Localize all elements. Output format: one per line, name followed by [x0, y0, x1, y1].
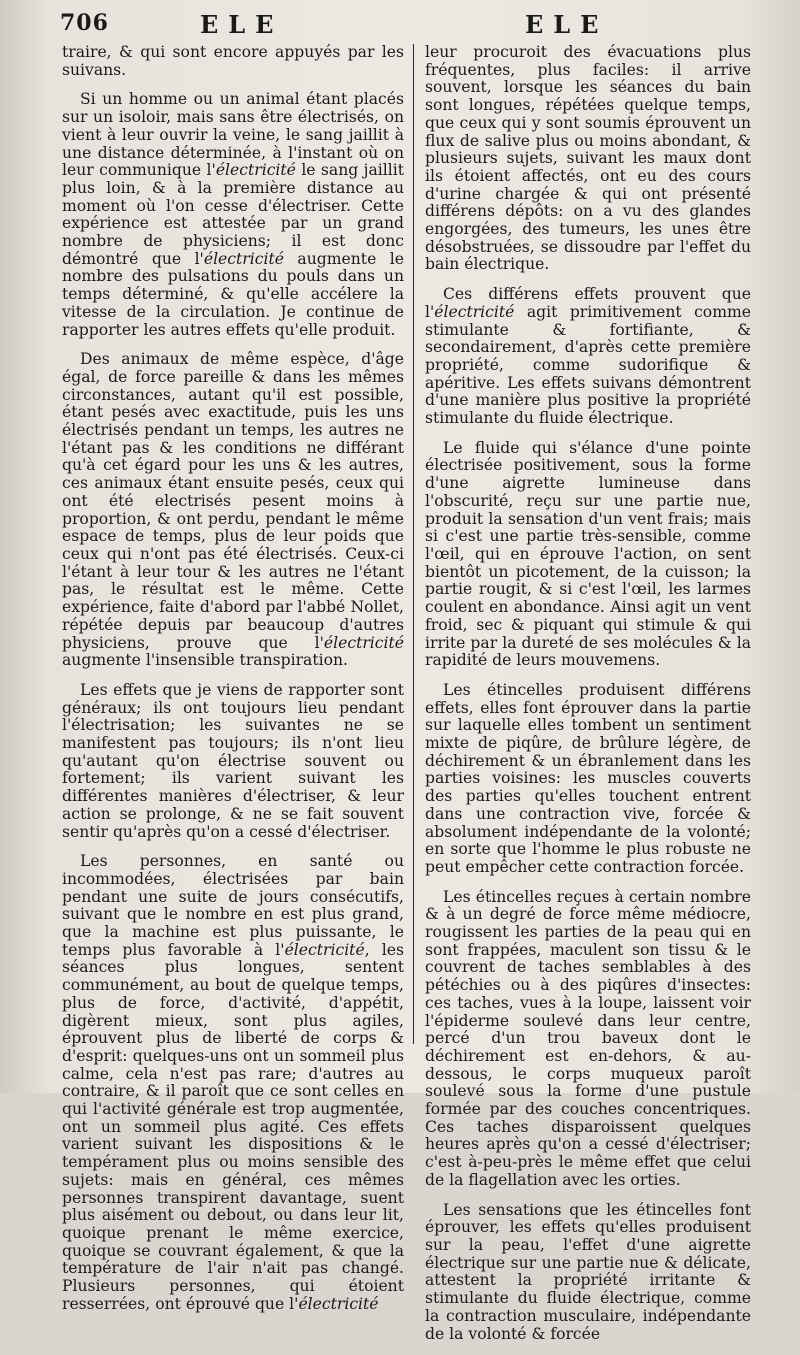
italic-term: électricité — [298, 1294, 379, 1313]
text-run: le sang jaillit plus loin, & à la première distance au moment où l'on cesse d'électriser. Cette expérience est attestée par un grand nombre de physiciens; il est donc démontré que l' — [62, 161, 404, 268]
text-run: Les sensations que les étincelles font éprouver, les effets qu'elles produisent sur la peau, l'effet d'une aigrette électrique sur une partie nue & délicate, attestent la propriété irritante & stimulante du fluide électrique, comme la contraction musculaire, indépendante de la volonté & forcée — [425, 1200, 751, 1343]
right-column — [425, 44, 751, 1355]
italic-term: électricité — [284, 940, 365, 959]
paragraph — [425, 682, 751, 877]
text-run: Si un homme ou un animal étant placés sur un isoloir, mais sans être électrisés, on vient à leur ouvrir la veine, le sang jaillit à une distance déterminée, à l'instant où on leur communique l' — [62, 90, 404, 180]
paragraph — [425, 286, 751, 428]
italic-term: électricité — [215, 161, 296, 180]
paragraph — [62, 351, 404, 670]
paragraph — [425, 889, 751, 1190]
text-run: agit primitivement comme stimulante & fortifiante, & secondairement, d'après cette première propriété, comme sudorifique & apéritive. Les effets suivans démontrent d'une manière plus positive la propriété stimulante du fluide électrique. — [425, 302, 751, 428]
text-run: augmente l'insensible transpiration. — [62, 651, 348, 670]
paragraph — [62, 91, 404, 339]
italic-term: électricité — [323, 633, 404, 652]
text-run: Ces différens effets prouvent que l' — [425, 285, 751, 321]
text-run: Les effets que je viens de rapporter sont généraux; ils ont toujours lieu pendant l'électrisation; les suivantes ne se manifestent pas toujours; ils n'ont lieu qu'autant qu'on électrise souvent ou fortement; ils varient suivant les différentes manières d'électriser, & leur action se prolonge, & ne se fait souvent sentir qu'après qu'on a cessé d'électriser. — [62, 680, 404, 841]
column-divider — [413, 44, 414, 1044]
italic-term: électricité — [434, 302, 515, 321]
italic-term: électricité — [203, 249, 284, 268]
running-head-left: ELE — [200, 10, 284, 39]
text-run: Les étincelles produisent différens effets, elles font éprouver dans la partie sur laquelle elles tombent un sentiment mixte de piqûre, de brûlure légère, de déchirement & un ébranlement dans les parties voisines: les muscles couverts des parties qu'elles touchent entrent dans une contraction vive, forcée & absolument indépendante de la volonté; en sorte que l'homme le plus robuste ne peut empêcher cette contraction forcée. — [425, 680, 751, 876]
paragraph — [425, 44, 751, 274]
text-run: Des animaux de même espèce, d'âge égal, de force pareille & dans les mêmes circonstances, autant qu'il est possible, étant pesés avec exactitude, puis les uns électrisés pendant un temps, les autres ne l'étant pas & les conditions ne différant qu'à cet égard pour les uns & les autres, ces animaux étant ensuite pesés, ceux qui ont été electrisés pesent moins à proportion, & ont perdu, pendant le même espace de temps, plus de leur poids que ceux qui n'ont pas été électrisés. Ceux-ci l'étant à leur tour & les autres ne l'étant pas, le résultat est le même. Cette expérience, faite d'abord par l'abbé Nollet, répétée depuis par beaucoup d'autres physiciens, prouve que l' — [62, 350, 404, 652]
text-run: , les séances plus longues, sentent communément, au bout de quelque temps, plus de force, d'activité, d'appétit, digèrent mieux, sont plus agiles, éprouvent plus de liberté de corps & d'esprit: quelques-uns ont un sommeil plus calme, cela n'est pas rare; d'autres au contraire, & il paroît que ce sont celles en qui l'activité générale est trop augmentée, ont un sommeil plus agité. Ces effets varient suivant les dispositions & le tempérament plus ou moins sensible des sujets: mais en général, ces mêmes personnes transpirent davantage, suent plus aisément ou debout, ou dans leur lit, quoique prenant le même exercice, quoique se couvrant également, & que la température de l'air n'ait pas changé. Plusieurs personnes, qui étoient resserrées, ont éprouvé que l' — [62, 940, 404, 1313]
page-header — [0, 10, 800, 40]
paragraph — [425, 440, 751, 670]
left-column — [62, 44, 404, 1326]
paragraph — [425, 1202, 751, 1344]
text-run: Le fluide qui s'élance d'une pointe électrisée positivement, sous la forme d'une aigrette lumineuse dans l'obscurité, reçu sur une partie nue, produit la sensation d'un vent frais; mais si c'est une partie très-sensible, comme l'œil, qui en éprouve l'action, on sent bientôt un picotement, de la cuisson; la partie rougit, & si c'est l'œil, les larmes coulent en abondance. Ainsi agit un vent froid, sec & piquant qui stimule & qui irrite par la dureté de ses molécules & la rapidité de leurs mouvemens. — [425, 438, 751, 670]
running-head-right: ELE — [525, 10, 609, 39]
text-run: Les étincelles reçues à certain nombre & à un degré de force même médiocre, rougissent les parties de la peau qui en sont frappées, maculent son tissu & le couvrent de taches semblables à des pétéchies ou à des piqûres d'insectes: ces taches, vues à la loupe, laissent voir l'épiderme soulevé dans leur centre, percé d'un trou baveux dont le déchirement est en-dehors, & au-dessous, le corps muqueux paroît soulevé sous la forme d'une pustule formée par des couches concentriques. Ces taches disparoissent quelques heures après qu'on a cessé d'électriser; c'est à-peu-près le même effet que celui de la flagellation avec les orties. — [425, 887, 751, 1189]
text-run: Les personnes, en santé ou incommodées, électrisées par bain pendant une suite de jours consécutifs, suivant que le nombre en est plus grand, que la machine est plus puissante, le temps plus favorable à l' — [62, 852, 404, 959]
paragraph — [62, 682, 404, 841]
text-run: leur procuroit des évacuations plus fréquentes, plus faciles: il arrive souvent, lorsque les séances du bain sont longues, répétées quelque temps, que ceux qui y sont soumis éprouvent un flux de salive plus ou moins abondant, & plusieurs sujets, suivant les maux dont ils étoient affectés, ont eu des cours d'urine chargée & qui ont présenté différens dépôts: on a vu des glandes engorgées, des tumeurs, les unes être désobstruées, se dissoudre par l'effet du bain électrique. — [425, 43, 751, 274]
text-run: augmente le nombre des pulsations du pouls dans un temps déterminé, & qu'elle accélere la vitesse de la circulation. Je continue de rapporter les autres effets qu'elle produit. — [62, 249, 404, 339]
text-run: traire, & qui sont encore appuyés par les suivans. — [62, 43, 404, 79]
paragraph — [62, 853, 404, 1313]
paragraph — [62, 44, 404, 79]
page-number: 706 — [60, 10, 109, 36]
